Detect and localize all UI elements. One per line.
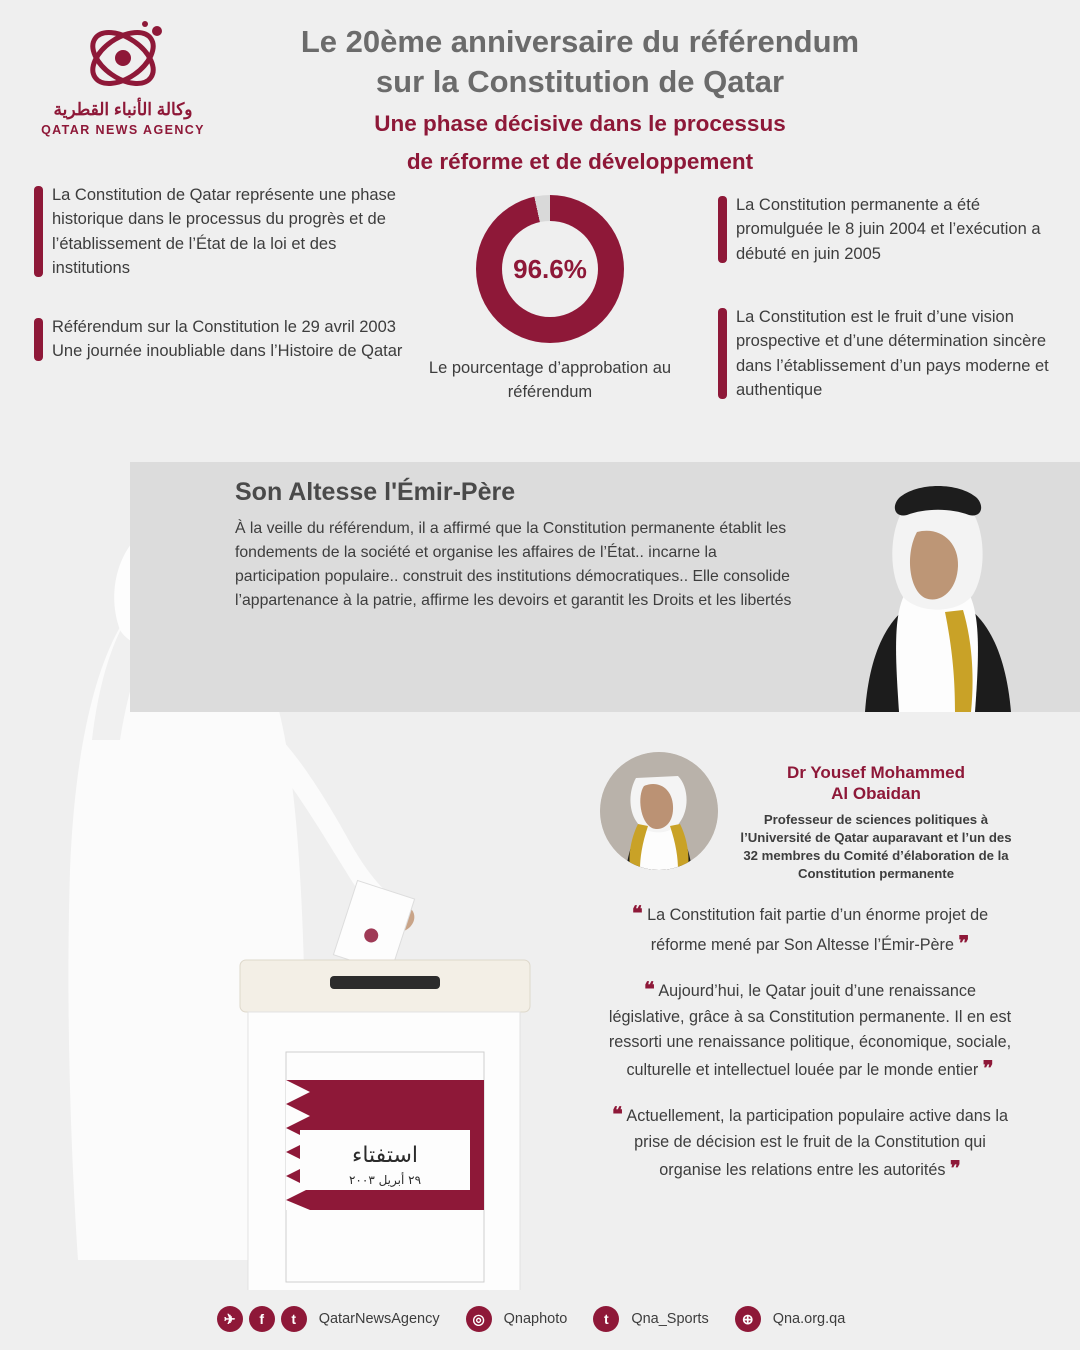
expert-info bbox=[732, 752, 1020, 883]
social-group[interactable] bbox=[593, 1306, 726, 1332]
logo-arabic-text: وكالة الأنباء القطرية bbox=[53, 100, 193, 119]
expert-header bbox=[600, 752, 1020, 883]
social-handle[interactable]: Qna.org.qa bbox=[772, 1311, 846, 1327]
quote-close-icon: ❞ bbox=[958, 933, 970, 956]
emir-title: Son Altesse l'Émir-Père bbox=[235, 478, 516, 506]
expert-quote-text: La Constitution fait partie d’un énorme projet de réforme mené par Son Altesse l’Émir-Père bbox=[647, 906, 989, 955]
quote-close-icon: ❞ bbox=[949, 1158, 961, 1181]
expert-quote-text: Actuellement, la participation populaire active dans la prise de décision est le fruit de la Constitution qui organise les relations entre les autorités bbox=[626, 1106, 1008, 1180]
title-line-2: sur la Constitution de Qatar bbox=[375, 63, 785, 99]
fact-item: La Constitution de Qatar représente une phase historique dans le processus du progrès et de l’établissement de l’État de la loi et des institutions bbox=[34, 183, 412, 280]
quote-open-icon: ❝ bbox=[643, 979, 655, 1002]
expert-quote bbox=[600, 899, 1020, 959]
facts-section bbox=[0, 175, 1080, 455]
twitter-icon[interactable]: t bbox=[593, 1306, 619, 1332]
donut-caption: Le pourcentage d’approbation au référendum bbox=[428, 359, 672, 401]
donut-ring bbox=[476, 195, 624, 343]
expert-quote bbox=[600, 975, 1020, 1084]
quote-open-icon: ❝ bbox=[631, 903, 643, 926]
title-line-1: Le 20ème anniversaire du référendum bbox=[300, 24, 860, 59]
quote-open-icon: ❝ bbox=[612, 1103, 623, 1126]
fact-item: La Constitution permanente a été promulguée le 8 juin 2004 et l’exécution a débuté en juin 2005 bbox=[718, 193, 1066, 266]
subtitle-line-1: Une phase décisive dans le processus bbox=[374, 111, 786, 137]
fact-item: La Constitution est le fruit d’une vision prospective et d’une détermination sincère dans l’établissement d’un pays moderne et authentique bbox=[718, 305, 1071, 402]
twitter-icon[interactable]: t bbox=[281, 1306, 307, 1332]
facebook-icon[interactable]: f bbox=[249, 1306, 275, 1332]
qna-logo bbox=[38, 18, 208, 137]
donut-value: 96.6% bbox=[513, 253, 587, 284]
social-handle[interactable]: Qna_Sports bbox=[631, 1311, 709, 1327]
social-handle[interactable]: Qnaphoto bbox=[503, 1311, 568, 1327]
fact-item: Référendum sur la Constitution le 29 avril 2003 Une journée inoubliable dans l’Histoire de Qatar bbox=[34, 315, 412, 364]
expert-quote bbox=[600, 1100, 1020, 1184]
social-handle[interactable]: QatarNewsAgency bbox=[318, 1311, 440, 1327]
expert-section bbox=[600, 752, 1020, 1184]
expert-role: Professeur de sciences politiques à l’Université de Qatar auparavant et l’un des 32 membres du Comité d’élaboration de la Constitution permanente bbox=[740, 811, 1012, 882]
emir-section bbox=[130, 462, 1080, 712]
logo-english-text: QATAR NEWS AGENCY bbox=[41, 123, 205, 137]
social-group[interactable] bbox=[217, 1306, 458, 1332]
subtitle-line-2: de réforme et de développement bbox=[406, 149, 754, 175]
quote-close-icon: ❞ bbox=[982, 1057, 994, 1080]
social-footer bbox=[0, 1288, 1080, 1350]
expert-name-line-2: Al Obaidan bbox=[831, 784, 921, 804]
instagram-icon[interactable]: ◎ bbox=[466, 1306, 492, 1332]
expert-portrait bbox=[600, 752, 718, 870]
emir-text-block bbox=[235, 478, 795, 613]
svg-text:٢٩ أبريل ٢٠٠٣: ٢٩ أبريل ٢٠٠٣ bbox=[348, 1173, 422, 1187]
emir-body: À la veille du référendum, il a affirmé que la Constitution permanente établit les fondements de la société et organise les affaires de l’État.. incarne la participation populaire.. construit des institutions démocratiques.. Elle consolide l’appartenance à la patrie, affirme les devoirs et garantit les Droits et les libertés bbox=[235, 520, 792, 609]
social-group[interactable] bbox=[735, 1306, 864, 1332]
social-group[interactable] bbox=[466, 1306, 586, 1332]
telegram-icon[interactable]: ✈ bbox=[217, 1306, 243, 1332]
svg-text:استفتاء: استفتاء bbox=[352, 1143, 418, 1168]
qna-atom-logo-icon bbox=[71, 18, 176, 98]
page-title bbox=[210, 22, 950, 177]
emir-portrait bbox=[795, 462, 1080, 712]
expert-name-line-1: Dr Yousef Mohammed bbox=[787, 763, 965, 782]
donut-hole bbox=[502, 221, 598, 317]
globe-icon[interactable]: ⊕ bbox=[735, 1306, 761, 1332]
approval-donut-chart bbox=[425, 195, 675, 405]
expert-quote-text: Aujourd’hui, le Qatar jouit d’une renaissance législative, grâce à sa Constitution permanente. Il en est ressorti une renaissance politique, économique, sociale, culturelle et intellectuel louée par le monde entier bbox=[608, 982, 1012, 1079]
header bbox=[0, 0, 1080, 175]
